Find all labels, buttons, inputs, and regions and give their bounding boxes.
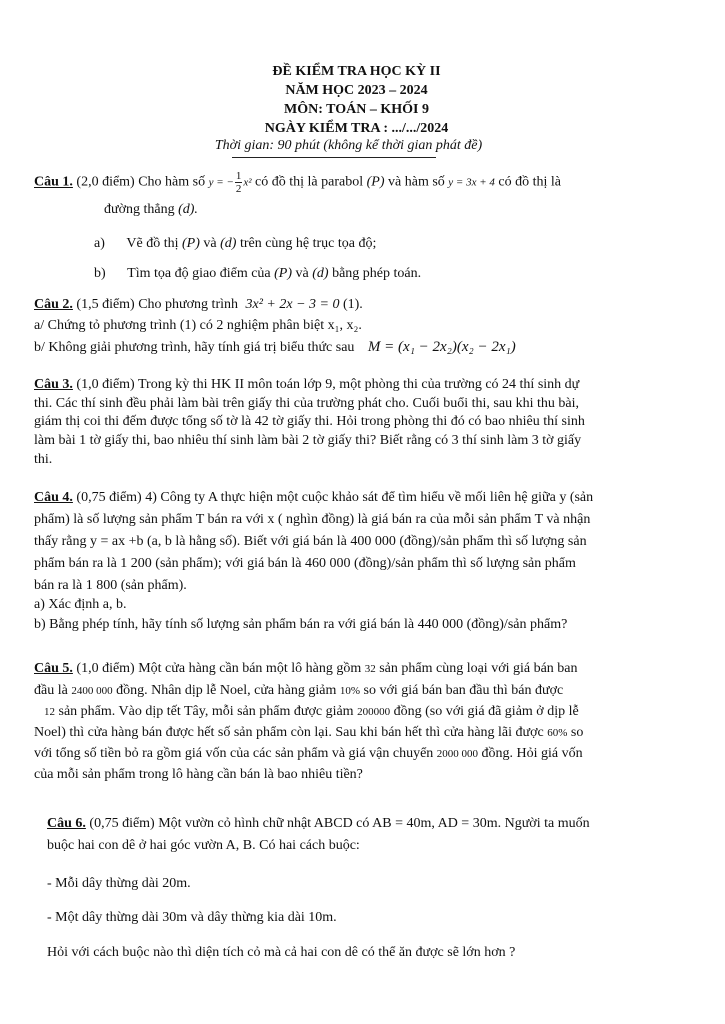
- q1b-text-1: Tìm tọa độ giao điểm của: [127, 266, 271, 281]
- question-6-line-2: buộc hai con dê ở hai góc vườn A, B. Có hai cách buộc:: [47, 838, 360, 853]
- q5-price-2000000: 2000 000: [436, 748, 479, 760]
- q5-text-5a: với tổng số tiền bỏ ra gồm giá vốn của các sản phẩm và giá vận chuyển: [34, 746, 434, 761]
- question-4-line-2: phẩm) là số lượng sản phẩm T bán ra với x ( nghìn đồng) là giá bán ra của mỗi sản phẩm T và nhận: [34, 512, 591, 527]
- q4-text-1: (0,75 điểm) 4) Công ty A thực hiện một cuộc khảo sát để tìm hiểu về mối liên hệ giữa y (sản: [76, 490, 594, 505]
- q1a-text-2: trên cùng hệ trục tọa độ;: [239, 236, 377, 251]
- q1-func1-lhs: y = −: [208, 176, 234, 189]
- q3-text-1: (1,0 điểm) Trong kỳ thi HK II môn toán lớp 9, một phòng thi của trường có 24 thí sinh dự: [76, 377, 580, 392]
- q2-intro: (1,5 điểm) Cho phương trình: [76, 297, 238, 312]
- question-3-line-5: thi.: [34, 452, 53, 467]
- q5-text-2b: đồng. Nhân dịp lễ Noel, cửa hàng giảm: [116, 683, 337, 698]
- question-5-label: Câu 5.: [34, 661, 73, 676]
- question-4-line-4: phẩm bán ra là 1 200 (sản phẩm); với giá bán là 460 000 (đồng)/sản phẩm thì số lượng sản phẩm: [34, 556, 576, 571]
- question-4-part-a: a) Xác định a, b.: [34, 597, 127, 612]
- question-3-line-1: [34, 377, 579, 393]
- q1a-text-1: Vẽ đồ thị: [126, 236, 179, 251]
- question-4-line-1: [34, 490, 593, 506]
- q1-frac-num: 1: [235, 170, 242, 182]
- question-6-option-1: - Mỗi dây thừng dài 20m.: [47, 876, 191, 891]
- question-5-line-4: [34, 725, 583, 741]
- q5-pct-60: 60%: [547, 727, 568, 739]
- question-2-part-b: [34, 339, 516, 356]
- q1-parabol-text: có đồ thị là parabol: [255, 174, 364, 190]
- q1b-and: và: [295, 266, 309, 281]
- question-5-line-1: [34, 661, 578, 677]
- question-5-line-2: [34, 683, 563, 699]
- q1a-label: a): [94, 236, 105, 251]
- q1-d: (d).: [178, 202, 198, 217]
- question-2-line-1: [34, 297, 363, 313]
- q1-line-text: đường thẳng: [104, 202, 175, 217]
- q1a-d: (d): [220, 236, 237, 251]
- question-5-line-5: [34, 746, 583, 762]
- q2-eq-number: (1).: [342, 297, 363, 312]
- question-1-line-2: [104, 202, 198, 218]
- q6-text-1: (0,75 điểm) Một vườn cỏ hình chữ nhật ABCD có AB = 40m, AD = 30m. Người ta muốn: [89, 816, 590, 831]
- q5-price-2400000: 2400 000: [71, 685, 113, 697]
- subject-grade: MÔN: TOÁN – KHỐI 9: [284, 102, 429, 117]
- q5-num-32: 32: [364, 663, 376, 675]
- q5-pct-10: 10%: [339, 685, 361, 697]
- q1b-d: (d): [312, 266, 329, 281]
- q1-intro: (2,0 điểm) Cho hàm số: [76, 174, 206, 190]
- q5-text-2c: so với giá bán ban đầu thì bán được: [363, 683, 564, 698]
- q1-fraction: [235, 170, 243, 195]
- exam-date: NGÀY KIỂM TRA : .../.../2024: [264, 121, 449, 136]
- q1-func1-rhs: x²: [243, 176, 252, 189]
- question-3-label: Câu 3.: [34, 377, 73, 392]
- q1a-and: và: [203, 236, 217, 251]
- question-5-line-6: của mỗi sản phẩm trong lô hàng cần bán là bao nhiêu tiền?: [34, 767, 363, 782]
- q5-text-1a: (1,0 điểm) Một cửa hàng cần bán một lô hàng gồm: [76, 661, 362, 676]
- question-2-label: Câu 2.: [34, 297, 73, 312]
- question-6-line-1: [47, 816, 590, 832]
- question-3-line-3: giám thị coi thi đếm được tổng số tờ là 42 tờ giấy thi. Hỏi trong phòng thi đó có bao nhiêu thí sinh: [34, 414, 585, 429]
- q1-frac-den: 2: [235, 183, 242, 195]
- question-4-label: Câu 4.: [34, 490, 73, 505]
- question-1-label: Câu 1.: [34, 174, 73, 190]
- q1-and-func: và hàm số: [388, 174, 445, 190]
- exam-title: ĐỀ KIỂM TRA HỌC KỲ II: [272, 64, 441, 79]
- question-3-line-2: thi. Các thí sinh đều phải làm bài trên giấy thi của trường phát cho. Cuối buổi thi, sau khi thu bài,: [34, 396, 579, 411]
- q1-P: (P): [366, 174, 385, 190]
- header-divider: [232, 157, 436, 158]
- q1-graph-is: có đồ thị là: [498, 174, 562, 190]
- q5-num-12: 12: [44, 706, 55, 718]
- question-2-part-a: a/ Chứng tỏ phương trình (1) có 2 nghiệm phân biệt x₁, x₂.: [34, 318, 362, 333]
- q5-text-1b: sản phẩm cùng loại với giá bán ban: [379, 661, 578, 676]
- q5-text-3b: đồng (so với giá đã giảm ở dịp lễ: [393, 704, 579, 719]
- question-1-part-b: [94, 266, 421, 282]
- question-1-part-a: [94, 236, 376, 252]
- q1b-text-2: bằng phép toán.: [332, 266, 422, 281]
- exam-duration: Thời gian: 90 phút (không kể thời gian phát đề): [214, 138, 483, 153]
- school-year: NĂM HỌC 2023 – 2024: [285, 83, 428, 98]
- q5-text-3a: sản phẩm. Vào dịp tết Tây, mỗi sản phẩm được giảm: [58, 704, 354, 719]
- q2b-text: b/ Không giải phương trình, hãy tính giá trị biểu thức sau: [34, 340, 355, 355]
- q5-price-200000: 200000: [357, 706, 391, 718]
- q2-equation: 3x² + 2x − 3 = 0: [245, 297, 340, 312]
- q1b-P: (P): [274, 266, 293, 281]
- question-6-label: Câu 6.: [47, 816, 86, 831]
- question-6-option-2: - Một dây thừng dài 30m và dây thừng kia dài 10m.: [47, 910, 337, 925]
- question-3-line-4: làm bài 1 tờ giấy thi, bao nhiêu thí sinh làm bài 2 tờ giấy thi? Biết rằng có 3 thí sinh làm 3 tờ giấy: [34, 433, 582, 448]
- q5-text-4a: Noel) thì cửa hàng bán được hết số sản phẩm còn lại. Sau khi bán hết thì cửa hàng lãi được: [34, 725, 544, 740]
- question-6-question: Hỏi với cách buộc nào thì diện tích cỏ mà cả hai con dê có thể ăn được sẽ lớn hơn ?: [47, 945, 516, 960]
- question-4-line-3: thấy rằng y = ax +b (a, b là hằng số). Biết với giá bán là 400 000 (đồng)/sản phẩm thì số lượng sản: [34, 534, 587, 549]
- q1a-P: (P): [182, 236, 200, 251]
- q2b-expression: M = (x₁ − 2x₂)(x₂ − 2x₁): [367, 339, 516, 355]
- question-5-line-3: [44, 704, 579, 720]
- question-4-part-b: b) Bằng phép tính, hãy tính số lượng sản phẩm bán ra với giá bán là 440 000 (đồng)/sản phẩm?: [34, 617, 568, 632]
- q5-text-2a: đầu là: [34, 683, 68, 698]
- q1b-label: b): [94, 266, 106, 281]
- q5-text-4b: so: [570, 725, 584, 740]
- question-1-line-1: [34, 170, 561, 195]
- q5-text-5b: đồng. Hỏi giá vốn: [481, 746, 583, 761]
- question-4-line-5: bán ra là 1 800 (sản phẩm).: [34, 578, 187, 593]
- q1-func2: y = 3x + 4: [448, 176, 495, 189]
